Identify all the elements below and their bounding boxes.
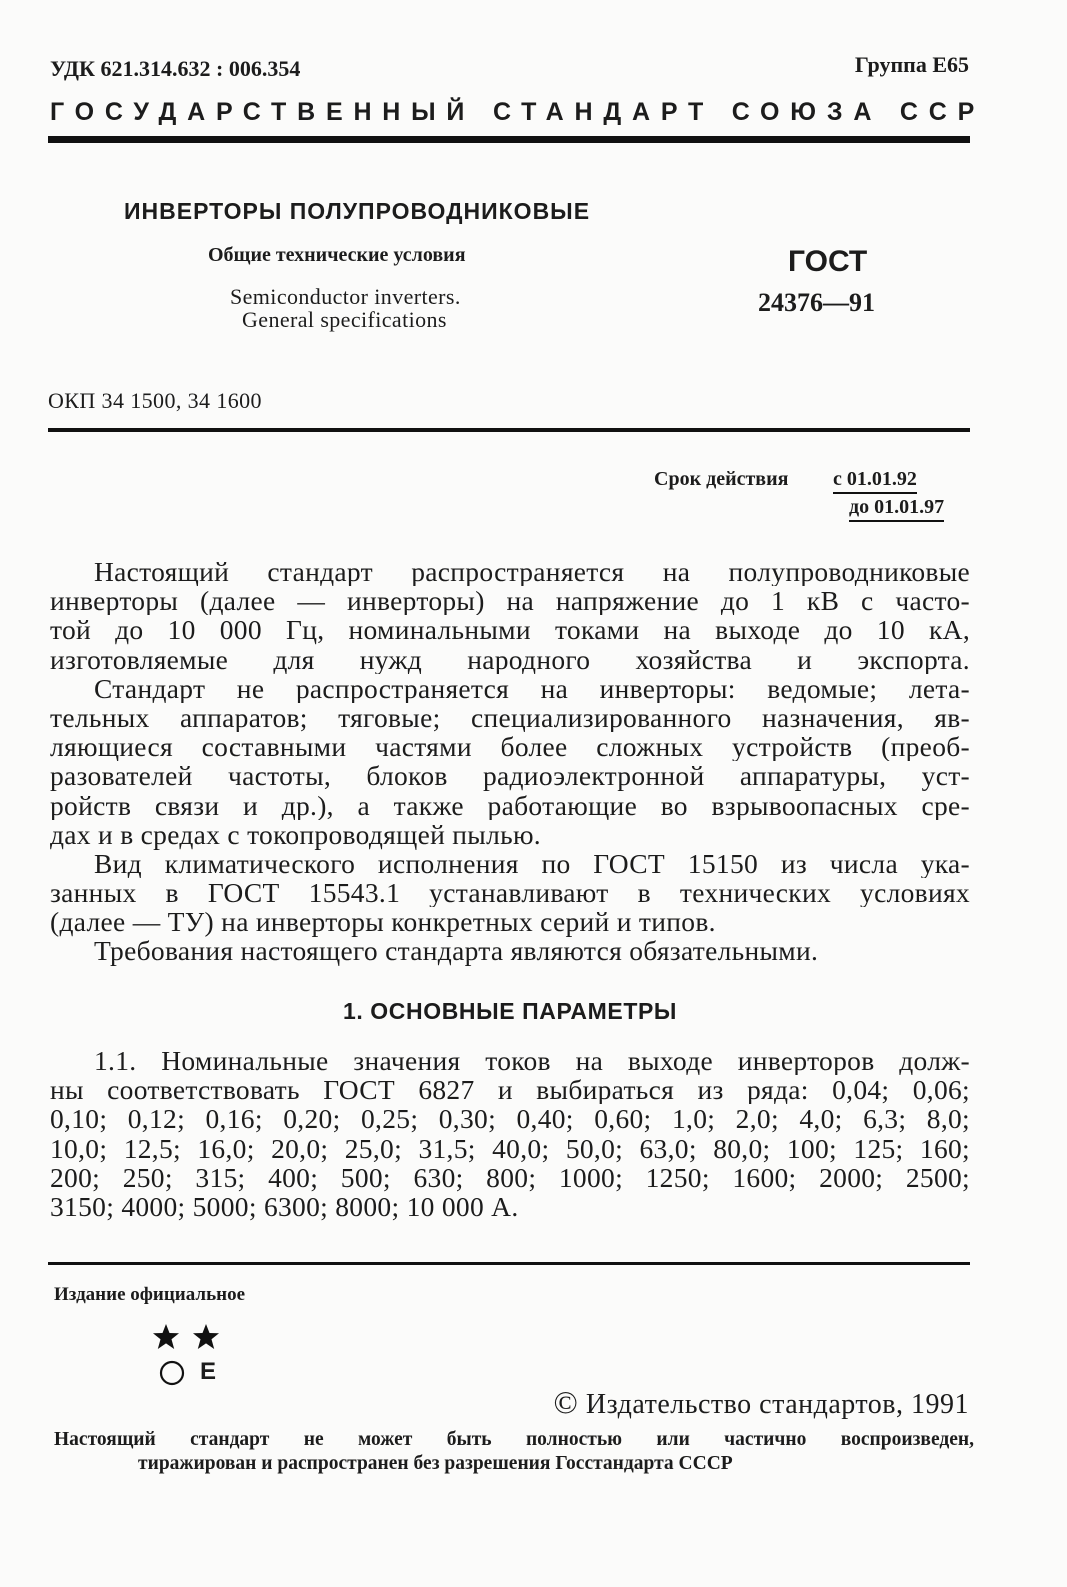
udk-code: УДК 621.314.632 : 006.354 [50, 56, 301, 81]
text-line: ны соответствовать ГОСТ 6827 и выбираться из ряда: 0,04; 0,06; [50, 1075, 970, 1105]
text-line: 200; 250; 315; 400; 500; 630; 800; 1000; 1250; 1600; 2000; 2500; [50, 1162, 970, 1192]
text-line: 0,10; 0,12; 0,16; 0,20; 0,25; 0,30; 0,40; 0,60; 1,0; 2,0; 4,0; 6,3; 8,0; [50, 1104, 970, 1134]
text-line: тельных аппаратов; тяговые; специализированного назначения, яв- [50, 702, 970, 733]
publisher-name: Издательство стандартов, 1991 [585, 1389, 969, 1420]
intro-text [50, 557, 970, 966]
gost-number: 24376—91 [758, 288, 875, 317]
circle-mark-icon [158, 1358, 188, 1388]
okp-code: ОКП 34 1500, 34 1600 [48, 388, 262, 413]
text-line: Вид климатического исполнения по ГОСТ 15150 из числа ука- [94, 848, 970, 879]
copyright-icon: © [553, 1384, 579, 1420]
text-line: 3150; 4000; 5000; 6300; 8000; 10 000 А. [50, 1190, 519, 1222]
text-line: 10,0; 12,5; 16,0; 20,0; 25,0; 31,5; 40,0; 50,0; 63,0; 80,0; 100; 125; 160; [50, 1133, 970, 1163]
header-rule [48, 136, 970, 143]
section1-text [50, 1046, 970, 1221]
notice-line: тиражирован и распространен без разрешения Госстандарта СССР [138, 1453, 733, 1474]
footer-rule [48, 1262, 970, 1265]
star-marks-icon [150, 1322, 230, 1352]
document-subtitle: Общие технические условия [208, 244, 466, 266]
text-line: разователей частоты, блоков радиоэлектронной аппаратуры, уст- [50, 761, 970, 791]
document-title: ИНВЕРТОРЫ ПОЛУПРОВОДНИКОВЫЕ [124, 198, 591, 224]
text-line: ройств связи и др.), а также работающие во взрывоопасных сре- [50, 790, 970, 820]
text-line: ляющиеся составными частями более сложных устройств (преоб- [50, 732, 970, 762]
copyright-notice [54, 1428, 974, 1476]
validity-from: с 01.01.92 [833, 468, 917, 494]
title-english-line1: Semiconductor inverters. [230, 284, 461, 309]
text-line: изготовляемые для нужд народного хозяйства и экспорта. [50, 644, 970, 674]
publisher-line [554, 1384, 969, 1421]
validity-to: до 01.01.97 [849, 496, 944, 522]
text-line: 1.1. Номинальные значения токов на выходе инверторов долж- [94, 1046, 970, 1076]
okp-rule [48, 428, 970, 432]
mark-letter: Е [200, 1358, 217, 1385]
text-line: Стандарт не распространяется на инверторы: ведомые; лета- [94, 673, 970, 703]
text-line: дах и в средах с токопроводящей пылью. [50, 818, 541, 850]
gost-label: ГОСТ [788, 245, 868, 278]
text-line: занных в ГОСТ 15543.1 устанавливают в технических условиях [50, 878, 970, 908]
state-standard-banner: ГОСУДАРСТВЕННЫЙ СТАНДАРТ СОЮЗА ССР [50, 98, 986, 126]
title-english-line2: General specifications [242, 307, 447, 332]
text-line: Требования настоящего стандарта являются обязательными. [94, 935, 819, 967]
star-icon [153, 1324, 179, 1349]
text-line: (далее — ТУ) на инверторы конкретных серий и типов. [50, 906, 716, 938]
text-line: той до 10 000 Гц, номинальными токами на выходе до 10 кА, [50, 615, 970, 645]
group-code: Группа Е65 [854, 52, 969, 77]
text-line: Настоящий стандарт распространяется на полупроводниковые [94, 557, 970, 587]
star-icon [193, 1324, 219, 1349]
section-heading: 1. ОСНОВНЫЕ ПАРАМЕТРЫ [342, 998, 678, 1024]
edition-label: Издание официальное [54, 1284, 246, 1305]
notice-line: Настоящий стандарт не может быть полностью или частично воспроизведен, [54, 1429, 974, 1450]
text-line: инверторы (далее — инверторы) на напряжение до 1 кВ с часто- [50, 586, 970, 616]
validity-label: Срок действия [654, 468, 789, 490]
